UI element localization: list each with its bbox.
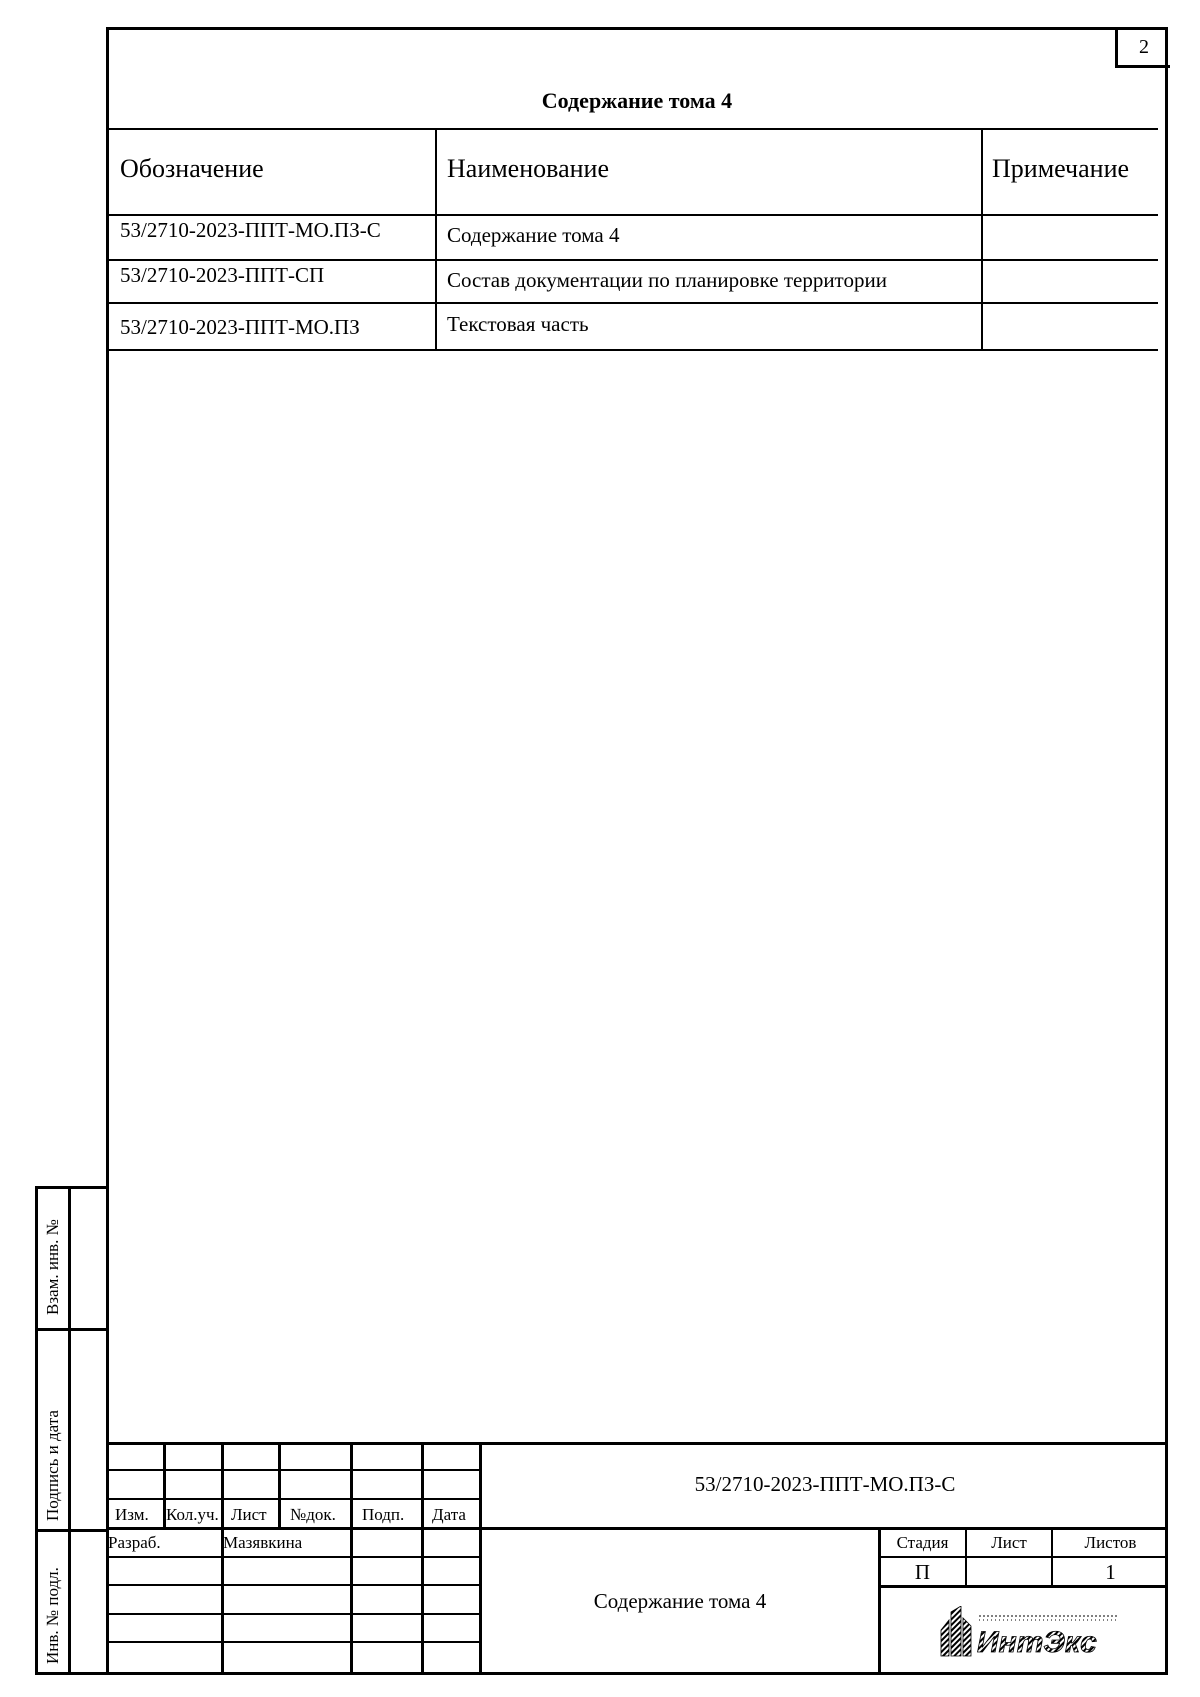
page-title: Содержание тома 4: [541, 88, 733, 113]
stadiya-value: П: [914, 1560, 931, 1584]
column-header: Наименование: [447, 154, 609, 183]
stamp-line: [221, 1442, 224, 1675]
row-code: 53/2710-2023-ППТ-СП: [120, 263, 325, 287]
column-header: Обозначение: [120, 154, 264, 183]
stamp-line: [108, 1613, 480, 1615]
company-logo: [935, 1606, 1125, 1658]
side-label-inv: Инв. № подл.: [43, 1567, 62, 1664]
table-line: [108, 259, 1158, 261]
side-label-vzam: Взам. инв. №: [43, 1219, 62, 1315]
stamp-line: [421, 1442, 424, 1675]
stamp-col-header: №док.: [290, 1505, 336, 1524]
stadiya-label: Стадия: [896, 1533, 949, 1552]
listov-label: Листов: [1084, 1533, 1137, 1552]
stamp-line: [108, 1641, 480, 1643]
list-label: Лист: [991, 1533, 1027, 1552]
stamp-line: [350, 1442, 353, 1675]
stamp-col-header: Дата: [432, 1505, 466, 1524]
stamp-doc-code: 53/2710-2023-ППТ-МО.ПЗ-С: [694, 1472, 956, 1496]
listov-value: 1: [1105, 1560, 1116, 1584]
table-line: [108, 214, 1158, 216]
page-number: 2: [1115, 30, 1170, 68]
razrab-label: Разраб.: [108, 1533, 161, 1552]
table-line: [981, 128, 983, 351]
stamp-line: [106, 1442, 1168, 1445]
side-line: [35, 1186, 38, 1675]
row-code: 53/2710-2023-ППТ-МО.ПЗ: [120, 315, 360, 339]
table-line: [108, 302, 1158, 304]
column-header: Примечание: [992, 154, 1130, 183]
side-line: [35, 1186, 109, 1189]
stamp-line: [108, 1556, 480, 1558]
side-label-podpis: Подпись и дата: [43, 1410, 62, 1521]
stamp-line: [278, 1442, 281, 1530]
stamp-line: [878, 1556, 1168, 1558]
row-name: Состав документации по планировке территории: [447, 268, 887, 292]
stamp-line: [106, 1527, 1168, 1530]
razrab-name: Мазявкина: [223, 1533, 303, 1552]
stamp-doc-title: Содержание тома 4: [593, 1589, 767, 1613]
side-line: [35, 1328, 109, 1331]
building-logo-icon: [935, 1606, 1125, 1658]
table-line: [435, 128, 437, 351]
stamp-col-header: Подп.: [362, 1505, 405, 1524]
stamp-col-header: Изм.: [115, 1505, 149, 1524]
row-name: Содержание тома 4: [447, 223, 620, 247]
side-line: [35, 1529, 109, 1532]
row-name: Текстовая часть: [447, 312, 589, 336]
table-line: [108, 349, 1158, 351]
table-line: [108, 128, 1158, 130]
stamp-line: [878, 1585, 1168, 1588]
side-line: [35, 1672, 109, 1675]
stamp-line: [108, 1584, 480, 1586]
logo-text: ИнтЭкс: [977, 1626, 1097, 1658]
row-code: 53/2710-2023-ППТ-МО.ПЗ-С: [120, 218, 381, 242]
stamp-col-header: Лист: [231, 1505, 267, 1524]
side-line: [68, 1186, 71, 1675]
stamp-col-header: Кол.уч.: [166, 1505, 219, 1524]
